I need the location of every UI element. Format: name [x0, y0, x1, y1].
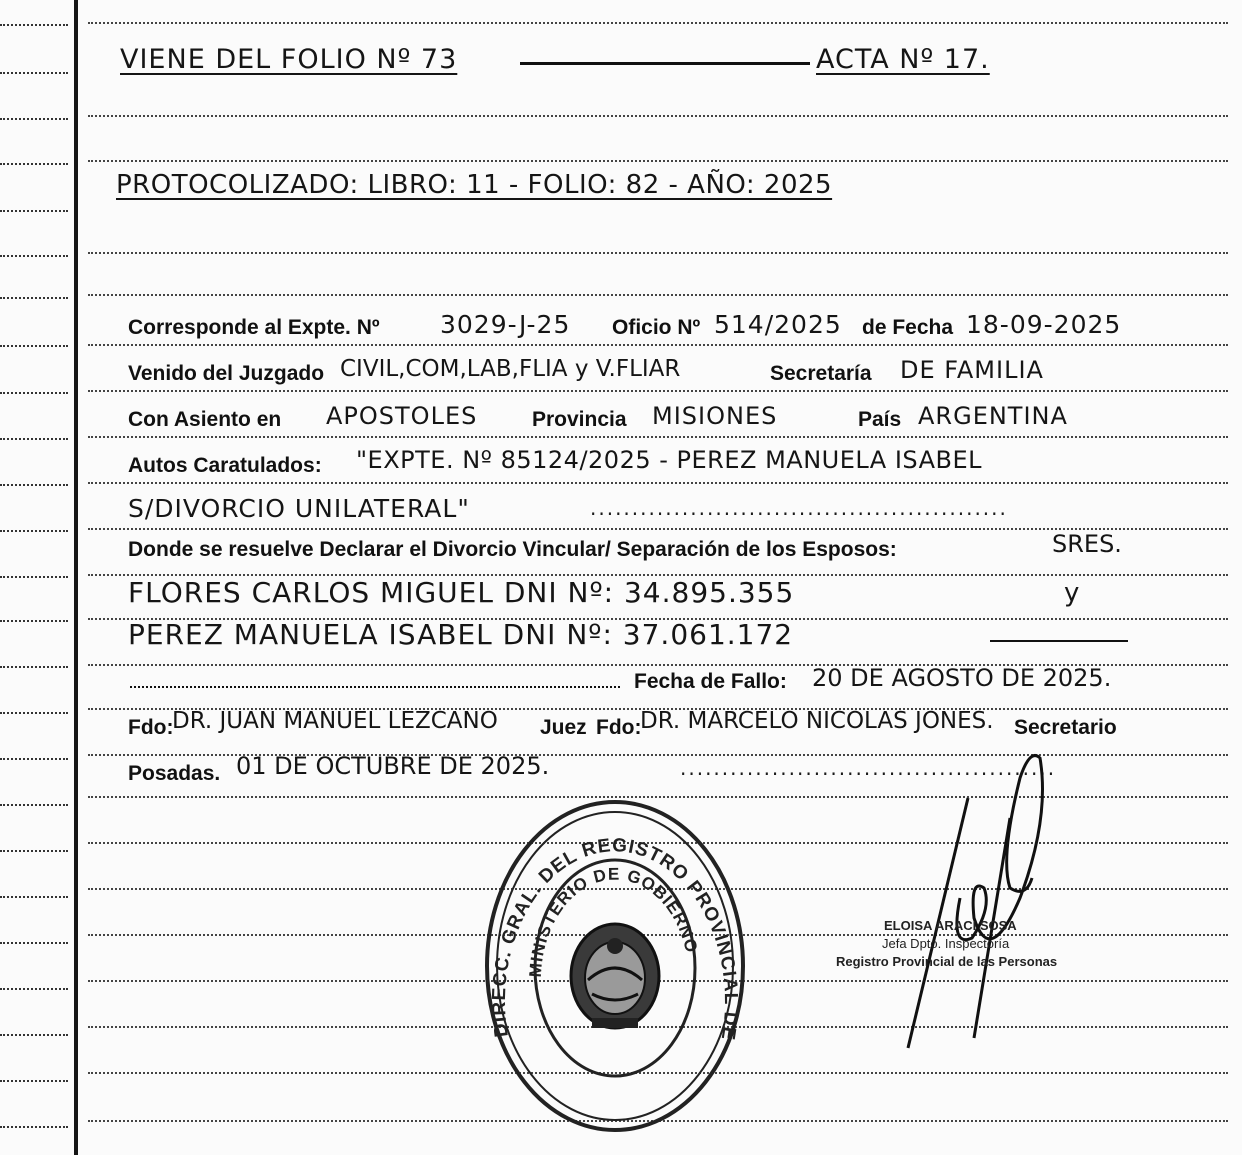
margin-dot-line: [0, 210, 68, 212]
ruled-line: [88, 344, 1228, 346]
header-dash-rule: [520, 62, 810, 65]
filler-dots: .............................................: [680, 756, 1057, 780]
label-asiento: Con Asiento en: [128, 408, 282, 431]
margin-dot-line: [0, 1126, 68, 1128]
margin-dot-line: [0, 712, 68, 714]
margin-dot-line: [0, 118, 68, 120]
ruled-line: [88, 436, 1228, 438]
filler-dots: ..................................................: [590, 496, 1008, 520]
expte-value: 3029-J-25: [440, 310, 571, 339]
margin-dot-line: [0, 72, 68, 74]
oficio-value: 514/2025: [714, 310, 842, 339]
margin-dot-line: [0, 1034, 68, 1036]
provincia-value: MISIONES: [652, 402, 778, 430]
ruled-line: [88, 252, 1228, 254]
asiento-value: APOSTOLES: [326, 402, 478, 430]
margin-dot-line: [0, 530, 68, 532]
stamp-outer-text: DIRECC. GRAL. DEL REGISTRO PROVINCIAL DE: [488, 834, 742, 1043]
ruled-line: [88, 115, 1228, 117]
official-stamp: [480, 796, 750, 1136]
label-posadas: Posadas.: [128, 762, 221, 785]
autos-line-1: "EXPTE. Nº 85124/2025 - PEREZ MANUELA ISABEL: [356, 446, 983, 474]
margin-dot-line: [0, 850, 68, 852]
margin-dot-line: [0, 297, 68, 299]
ruled-line: [88, 294, 1228, 296]
margin-dot-line: [0, 942, 68, 944]
margin-dot-line: [0, 255, 68, 257]
label-fdo-secretario: Fdo:: [596, 716, 642, 739]
stamp-inner-text: MINISTERIO DE GOBIERNO: [525, 864, 702, 978]
label-autos: Autos Caratulados:: [128, 454, 322, 477]
fecha-value: 18-09-2025: [966, 310, 1122, 339]
left-margin: [0, 0, 76, 1155]
signatory-office: Registro Provincial de las Personas: [836, 954, 1058, 969]
margin-dot-line: [0, 345, 68, 347]
margin-dot-line: [0, 758, 68, 760]
label-juez: Juez: [540, 716, 587, 739]
margin-dot-line: [0, 804, 68, 806]
viene-del-folio: VIENE DEL FOLIO Nº 73: [120, 44, 458, 75]
margin-dot-line: [0, 392, 68, 394]
juez-name: DR. JUAN MANUEL LEZCANO: [172, 708, 498, 734]
label-oficio: Oficio Nº: [612, 316, 701, 339]
label-secretario: Secretario: [1014, 716, 1117, 739]
fecha-fallo-value: 20 DE AGOSTO DE 2025.: [812, 664, 1112, 692]
esposo-2: PEREZ MANUELA ISABEL DNI Nº: 37.061.172: [128, 618, 794, 651]
label-fecha: de Fecha: [862, 316, 954, 339]
esposo-1: FLORES CARLOS MIGUEL DNI Nº: 34.895.355: [128, 576, 795, 609]
label-secretaria: Secretaría: [770, 362, 872, 385]
fecha-posadas: 01 DE OCTUBRE DE 2025.: [236, 752, 550, 780]
label-expte: Corresponde al Expte. Nº: [128, 316, 380, 339]
label-provincia: Provincia: [532, 408, 627, 431]
label-fdo-juez: Fdo:: [128, 716, 174, 739]
secretario-name: DR. MARCELO NICOLAS JONES.: [640, 708, 994, 734]
label-juzgado: Venido del Juzgado: [128, 362, 325, 385]
esposos-prefix: SRES.: [1052, 530, 1122, 558]
margin-dot-line: [0, 896, 68, 898]
protocolizado-line: PROTOCOLIZADO: LIBRO: 11 - FOLIO: 82 - AÑO: 2025: [116, 170, 833, 200]
margin-dot-line: [0, 1080, 68, 1082]
ruled-line: [88, 22, 1228, 24]
pais-value: ARGENTINA: [918, 402, 1068, 430]
ruled-line: [88, 482, 1228, 484]
juzgado-value: CIVIL,COM,LAB,FLIA y V.FLIAR: [340, 356, 681, 382]
margin-dot-line: [0, 620, 68, 622]
signature-mark: [900, 738, 1070, 1058]
margin-dot-line: [0, 163, 68, 165]
coat-of-arms-icon: [571, 924, 659, 1028]
margin-dot-line: [0, 24, 68, 26]
filler-rule: [130, 686, 620, 690]
conjunction: y: [1064, 578, 1081, 608]
ruled-line: [88, 390, 1228, 392]
signatory-role: Jefa Dpto. Inspectoría: [882, 936, 1010, 951]
secretaria-value: DE FAMILIA: [900, 356, 1044, 384]
ruled-line: [88, 160, 1228, 162]
signatory-name: ELOISA ARACI SOSA: [884, 918, 1017, 933]
label-divorcio: Donde se resuelve Declarar el Divorcio Vincular/ Separación de los Esposos:: [128, 538, 897, 561]
margin-dot-line: [0, 666, 68, 668]
margin-dot-line: [0, 988, 68, 990]
margin-dot-line: [0, 576, 68, 578]
margin-dot-line: [0, 438, 68, 440]
margin-rule: [74, 0, 78, 1155]
label-fecha-fallo: Fecha de Fallo:: [634, 670, 787, 693]
autos-line-2: S/DIVORCIO UNILATERAL": [128, 494, 470, 523]
filler-rule: [990, 640, 1128, 642]
margin-dot-line: [0, 484, 68, 486]
acta-number: ACTA Nº 17.: [816, 44, 990, 75]
label-pais: País: [858, 408, 902, 431]
